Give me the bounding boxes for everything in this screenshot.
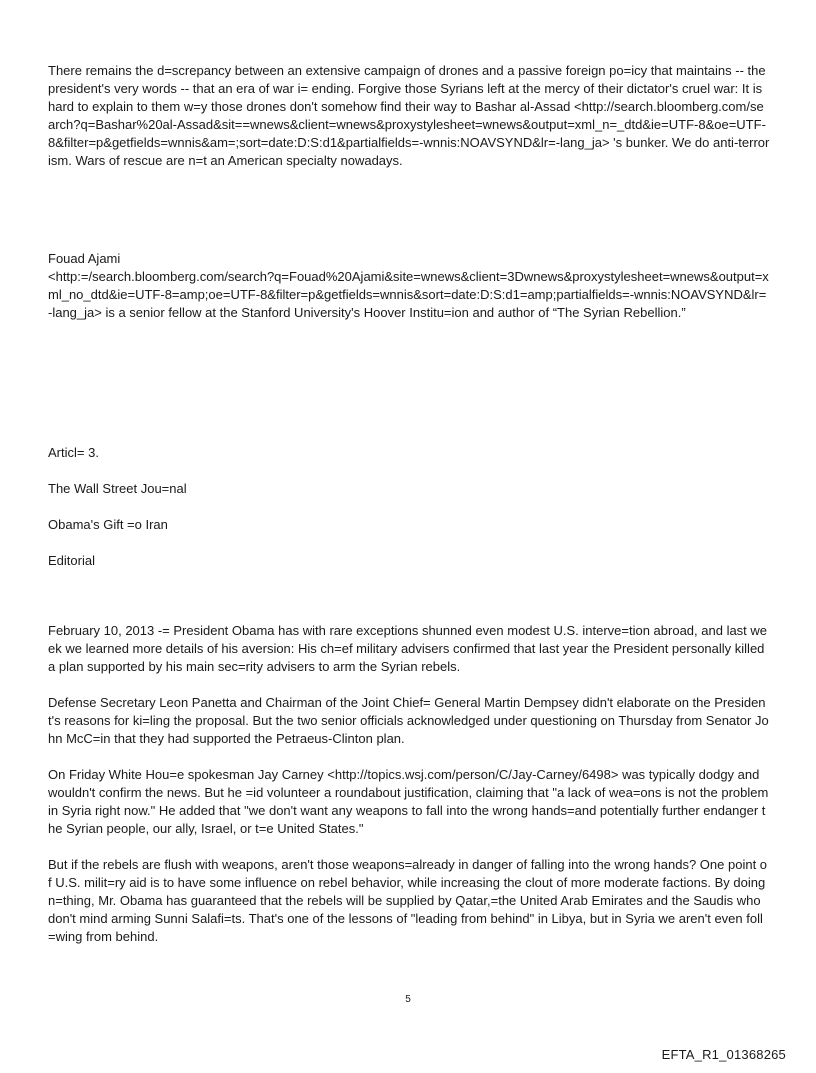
body-paragraph-rebels: But if the rebels are flush with weapons, aren't those weapons=already in danger of falling into the wrong hands? One point of U.S. milit=ry aid is to have some influence on rebel behavior, while increasing the clout of more moderate factions. By doing n=thing, Mr. Obama has guaranteed that the rebels will be supplied by Qatar,=the United Arab Emirates and the Saudis who don't mind arming Sunni Salafi=ts. That's one of the lessons of "leading from behind" in Libya, but in Syria we aren't even foll=wing from behind. [48,857,768,944]
document-id: EFTA_R1_01368265 [661,1047,786,1062]
article-headline: Obama's Gift =o Iran [48,517,168,532]
body-paragraph-panetta: Defense Secretary Leon Panetta and Chairman of the Joint Chief= General Martin Dempsey didn't elaborate on the President's reasons for ki=ling the proposal. But the two senior officials acknowledged under questioning on Thursday from Senator John McC=in that they had supported the Petraeus-Clinton plan. [48,695,769,746]
article-section: Editorial [48,553,95,568]
article-label: Articl= 3. [48,445,99,460]
page-number: 5 [405,994,411,1005]
body-paragraph-intro: February 10, 2013 -= President Obama has with rare exceptions shunned even modest U.S. interve=tion abroad, and last week we learned more details of his aversion: His ch=ef military advisers confirmed that last year the President personally killed a plan supported by his main sec=rity advisers to arm the Syrian rebels. [48,623,768,674]
author-bio-paragraph: <http:=/search.bloomberg.com/search?q=Fouad%20Ajami&site=wnews&client=3Dwnews&proxystylesheet=wnews&output=xml_no_dtd&ie=UTF-8=amp;oe=UTF-8&filter=p&getfields=wnnis&sort=date:D:S:d1=amp;partialfields=-wnnis:NOAVSYND&lr=-lang_ja> is a senior fellow at the Stanford University's Hoover Institu=ion and author of “The Syrian Rebellion.” [48,269,769,320]
body-paragraph-carney: On Friday White Hou=e spokesman Jay Carney <http://topics.wsj.com/person/C/Jay-Carney/6498> was typically dodgy and wouldn't confirm the news. But he =id volunteer a roundabout justification, claiming that "a lack of wea=ons is not the problem in Syria right now." He added that "we don't want any weapons to fall into the wrong hands=and potentially further endanger the Syrian people, our ally, Israel, or t=e United States." [48,767,769,836]
author-name: Fouad Ajami [48,251,121,266]
publication-name: The Wall Street Jou=nal [48,481,187,496]
body-paragraph-drones: There remains the d=screpancy between an extensive campaign of drones and a passive foreign po=icy that maintains -- the president's very words -- that an era of war i= ending. Forgive those Syrians left at the mercy of their dictator's cruel war: It is hard to explain to them w=y those drones don't somehow find their way to Bashar al-Assad <http://search.bloomberg.com/search?q=Bashar%20al-Assad&sit==wnews&client=wnews&proxystylesheet=wnews&output=xml_n=_dtd&ie=UTF-8&oe=UTF-8&filter=p&getfields=wnnis&am=;sort=date:D:S:d1&partialfields=-wnnis:NOAVSYND&lr=-lang_ja> 's bunker. We do anti-terrorism. Wars of rescue are n=t an American specialty nowadays. [48,63,770,168]
